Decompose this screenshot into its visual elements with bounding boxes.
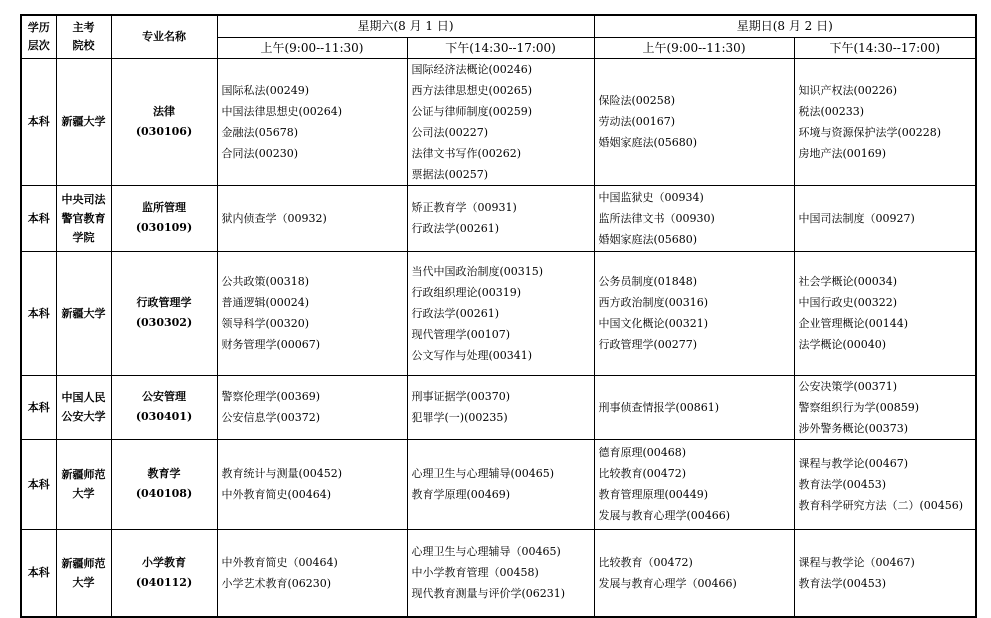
school-name-line: 警官教育 — [61, 211, 106, 225]
subject-item: 发展与教育心理学（00466) — [598, 576, 737, 590]
subjects-sat-afternoon — [407, 251, 594, 375]
subjects-sat-afternoon — [407, 529, 594, 617]
subject-item: 公司法(00227) — [411, 125, 489, 139]
school-cell — [56, 251, 111, 375]
subjects-sat-morning — [217, 251, 407, 375]
header-major: 专业名称 — [111, 15, 217, 58]
subject-item: 现代管理学(00107) — [411, 327, 511, 341]
subject-item: 西方法律思想史(00265) — [411, 83, 533, 97]
subject-item: 心理卫生与心理辅导（00465) — [411, 545, 561, 559]
exam-schedule — [20, 14, 977, 618]
level-cell: 本科 — [21, 58, 56, 185]
school-name-line: 新疆师范 — [61, 556, 106, 570]
subject-item: 公共政策(00318) — [221, 275, 310, 288]
school-cell — [56, 185, 111, 251]
subject-item: 合同法(00230) — [221, 146, 299, 160]
major-cell — [111, 375, 217, 439]
school-name-line: 新疆大学 — [61, 115, 106, 128]
major-code: (030109) — [135, 221, 193, 234]
school-cell — [56, 529, 111, 617]
subject-item: 心理卫生与心理辅导(00465) — [411, 467, 555, 480]
subject-item: 西方政治制度(00316) — [598, 296, 709, 309]
school-name-line: 大学 — [72, 575, 95, 589]
subject-item: 行政法学(00261) — [411, 222, 500, 235]
subject-item: 劳动法(00167) — [598, 115, 676, 128]
subjects-sun-morning — [594, 529, 794, 617]
subject-item: 知识产权法(00226) — [798, 83, 898, 97]
subject-item: 警察伦理学(00369) — [221, 390, 321, 403]
header-sat-morning: 上午(9:00--11:30) — [217, 37, 407, 58]
subject-item: 当代中国政治制度(00315) — [411, 264, 544, 278]
level-cell: 本科 — [21, 529, 56, 617]
major-cell — [111, 185, 217, 251]
subjects-sat-morning — [217, 529, 407, 617]
major-code: (040108) — [135, 487, 193, 500]
subjects-sat-morning — [217, 375, 407, 439]
subject-item: 教育管理原理(00449) — [598, 488, 709, 501]
subject-item: 国际经济法概论(00246) — [411, 62, 533, 76]
school-name-line: 公安大学 — [61, 410, 106, 423]
subject-item: 中国法律思想史(00264) — [221, 104, 343, 118]
table-row — [21, 375, 976, 439]
subject-item: 社会学概论(00034) — [798, 275, 898, 288]
major-code: (030302) — [135, 316, 193, 329]
subjects-sun-morning — [594, 58, 794, 185]
subject-item: 财务管理学(00067) — [221, 338, 321, 351]
subject-item: 房地产法(00169) — [798, 146, 887, 160]
subject-item: 刑事证据学(00370) — [411, 390, 511, 403]
header-sun-afternoon: 下午(14:30--17:00) — [794, 37, 976, 58]
subject-item: 公安决策学(00371) — [798, 379, 898, 393]
subject-item: 教育法学(00453) — [798, 576, 887, 590]
header-day-sunday: 星期日(8 月 2 日) — [594, 15, 976, 37]
subject-item: 中外教育简史(00464) — [221, 488, 332, 501]
table-row — [21, 439, 976, 529]
level-cell: 本科 — [21, 185, 56, 251]
major-name: 法律 — [153, 104, 175, 118]
major-name: 行政管理学 — [136, 296, 192, 309]
subject-item: 警察组织行为学(00859) — [798, 400, 920, 414]
major-name: 小学教育 — [142, 555, 186, 569]
subjects-sun-afternoon — [794, 251, 976, 375]
school-cell — [56, 439, 111, 529]
header-level-line1: 学历 — [27, 20, 50, 34]
subjects-sat-afternoon — [407, 58, 594, 185]
table-row — [21, 529, 976, 617]
subject-item: 教育学原理(00469) — [411, 488, 511, 501]
major-name: 教育学 — [147, 467, 181, 480]
subject-item: 公文写作与处理(00341) — [411, 348, 533, 362]
major-name: 监所管理 — [142, 201, 186, 214]
subject-item: 法律文书写作(00262) — [411, 146, 522, 160]
major-code: (040112) — [135, 575, 193, 589]
subject-item: 比较教育(00472) — [598, 467, 687, 480]
subject-item: 国际私法(00249) — [221, 83, 310, 97]
table-row — [21, 251, 976, 375]
subject-item: 中外教育简史（00464) — [221, 555, 338, 569]
subjects-sun-afternoon — [794, 185, 976, 251]
subject-item: 法学概论(00040) — [798, 338, 887, 351]
subject-item: 课程与教学论（00467) — [798, 555, 915, 569]
subject-item: 中国行政史(00322) — [798, 296, 898, 309]
major-code: (030106) — [135, 124, 193, 138]
subject-item: 公安信息学(00372) — [221, 411, 321, 424]
subject-item: 中国司法制度（00927) — [798, 211, 915, 225]
subject-item: 税法(00233) — [798, 104, 865, 118]
subject-item: 领导科学(00320) — [221, 317, 310, 330]
subjects-sat-morning — [217, 185, 407, 251]
header-level-line2: 层次 — [27, 38, 50, 52]
school-name-line: 学院 — [72, 230, 95, 244]
header-sat-afternoon: 下午(14:30--17:00) — [407, 37, 594, 58]
subject-item: 德育原理(00468) — [598, 446, 687, 459]
subjects-sat-morning — [217, 439, 407, 529]
header-school — [56, 15, 111, 58]
major-cell — [111, 58, 217, 185]
subject-item: 行政组织理论(00319) — [411, 285, 522, 299]
header-day-saturday: 星期六(8 月 1 日) — [217, 15, 594, 37]
table-row — [21, 185, 976, 251]
subject-item: 企业管理概论(00144) — [798, 317, 909, 330]
subject-item: 环境与资源保护法学(00228) — [798, 125, 942, 139]
subjects-sat-afternoon — [407, 439, 594, 529]
major-cell — [111, 529, 217, 617]
subjects-sun-afternoon — [794, 375, 976, 439]
subject-item: 小学艺术教育(06230) — [221, 576, 332, 590]
subject-item: 普通逻辑(00024) — [221, 296, 310, 309]
subjects-sun-afternoon — [794, 439, 976, 529]
subjects-sat-afternoon — [407, 375, 594, 439]
header-school-line1: 主考 — [72, 20, 95, 34]
major-name: 公安管理 — [142, 390, 186, 403]
major-code: (030401) — [135, 410, 193, 423]
subject-item: 教育统计与测量(00452) — [221, 467, 343, 480]
school-name-line: 中国人民 — [61, 391, 106, 404]
table-row — [21, 58, 976, 185]
subject-item: 矫正教育学（00931) — [411, 201, 517, 214]
subject-item: 公证与律师制度(00259) — [411, 104, 533, 118]
subject-item: 监所法律文书（00930) — [598, 211, 715, 225]
subjects-sun-morning — [594, 375, 794, 439]
subject-item: 课程与教学论(00467) — [798, 456, 909, 470]
level-cell: 本科 — [21, 375, 56, 439]
subject-item: 公务员制度(01848) — [598, 275, 698, 288]
subjects-sun-morning — [594, 185, 794, 251]
subject-item: 比较教育（00472) — [598, 555, 693, 569]
subject-item: 教育科学研究方法（二）(00456) — [798, 498, 964, 512]
school-name-line: 中央司法 — [61, 192, 106, 206]
subject-item: 婚姻家庭法(05680) — [598, 136, 698, 149]
subjects-sat-morning — [217, 58, 407, 185]
school-cell — [56, 58, 111, 185]
subjects-sun-afternoon — [794, 529, 976, 617]
subject-item: 教育法学(00453) — [798, 477, 887, 491]
subjects-sun-morning — [594, 251, 794, 375]
subject-item: 中国监狱史（00934) — [598, 190, 704, 204]
subject-item: 行政管理学(00277) — [598, 338, 698, 351]
subject-item: 行政法学(00261) — [411, 306, 500, 320]
subject-item: 金融法(05678) — [221, 125, 299, 139]
school-cell — [56, 375, 111, 439]
subject-item: 发展与教育心理学(00466) — [598, 509, 731, 522]
level-cell: 本科 — [21, 251, 56, 375]
subject-item: 婚姻家庭法(05680) — [598, 232, 698, 246]
header-sun-morning: 上午(9:00--11:30) — [594, 37, 794, 58]
school-name-line: 大学 — [72, 487, 95, 500]
subject-item: 中小学教育管理（00458) — [411, 566, 539, 580]
school-name-line: 新疆师范 — [61, 468, 106, 481]
header-school-line2: 院校 — [72, 38, 95, 52]
subject-item: 刑事侦查情报学(00861) — [598, 400, 720, 414]
major-cell — [111, 251, 217, 375]
school-name-line: 新疆大学 — [61, 306, 106, 320]
subjects-sat-afternoon — [407, 185, 594, 251]
subjects-sun-morning — [594, 439, 794, 529]
subject-item: 犯罪学(一)(00235) — [411, 411, 508, 424]
subject-item: 涉外警务概论(00373) — [798, 421, 909, 435]
schedule-rows — [21, 58, 976, 617]
level-cell: 本科 — [21, 439, 56, 529]
subject-item: 保险法(00258) — [598, 94, 676, 107]
header-level — [21, 15, 56, 58]
subject-item: 票据法(00257) — [411, 167, 489, 181]
subject-item: 中国文化概论(00321) — [598, 317, 709, 330]
subject-item: 狱内侦查学（00932) — [221, 211, 327, 225]
schedule-table — [20, 14, 977, 618]
subjects-sun-afternoon — [794, 58, 976, 185]
major-cell — [111, 439, 217, 529]
subject-item: 现代教育测量与评价学(06231) — [411, 587, 566, 601]
